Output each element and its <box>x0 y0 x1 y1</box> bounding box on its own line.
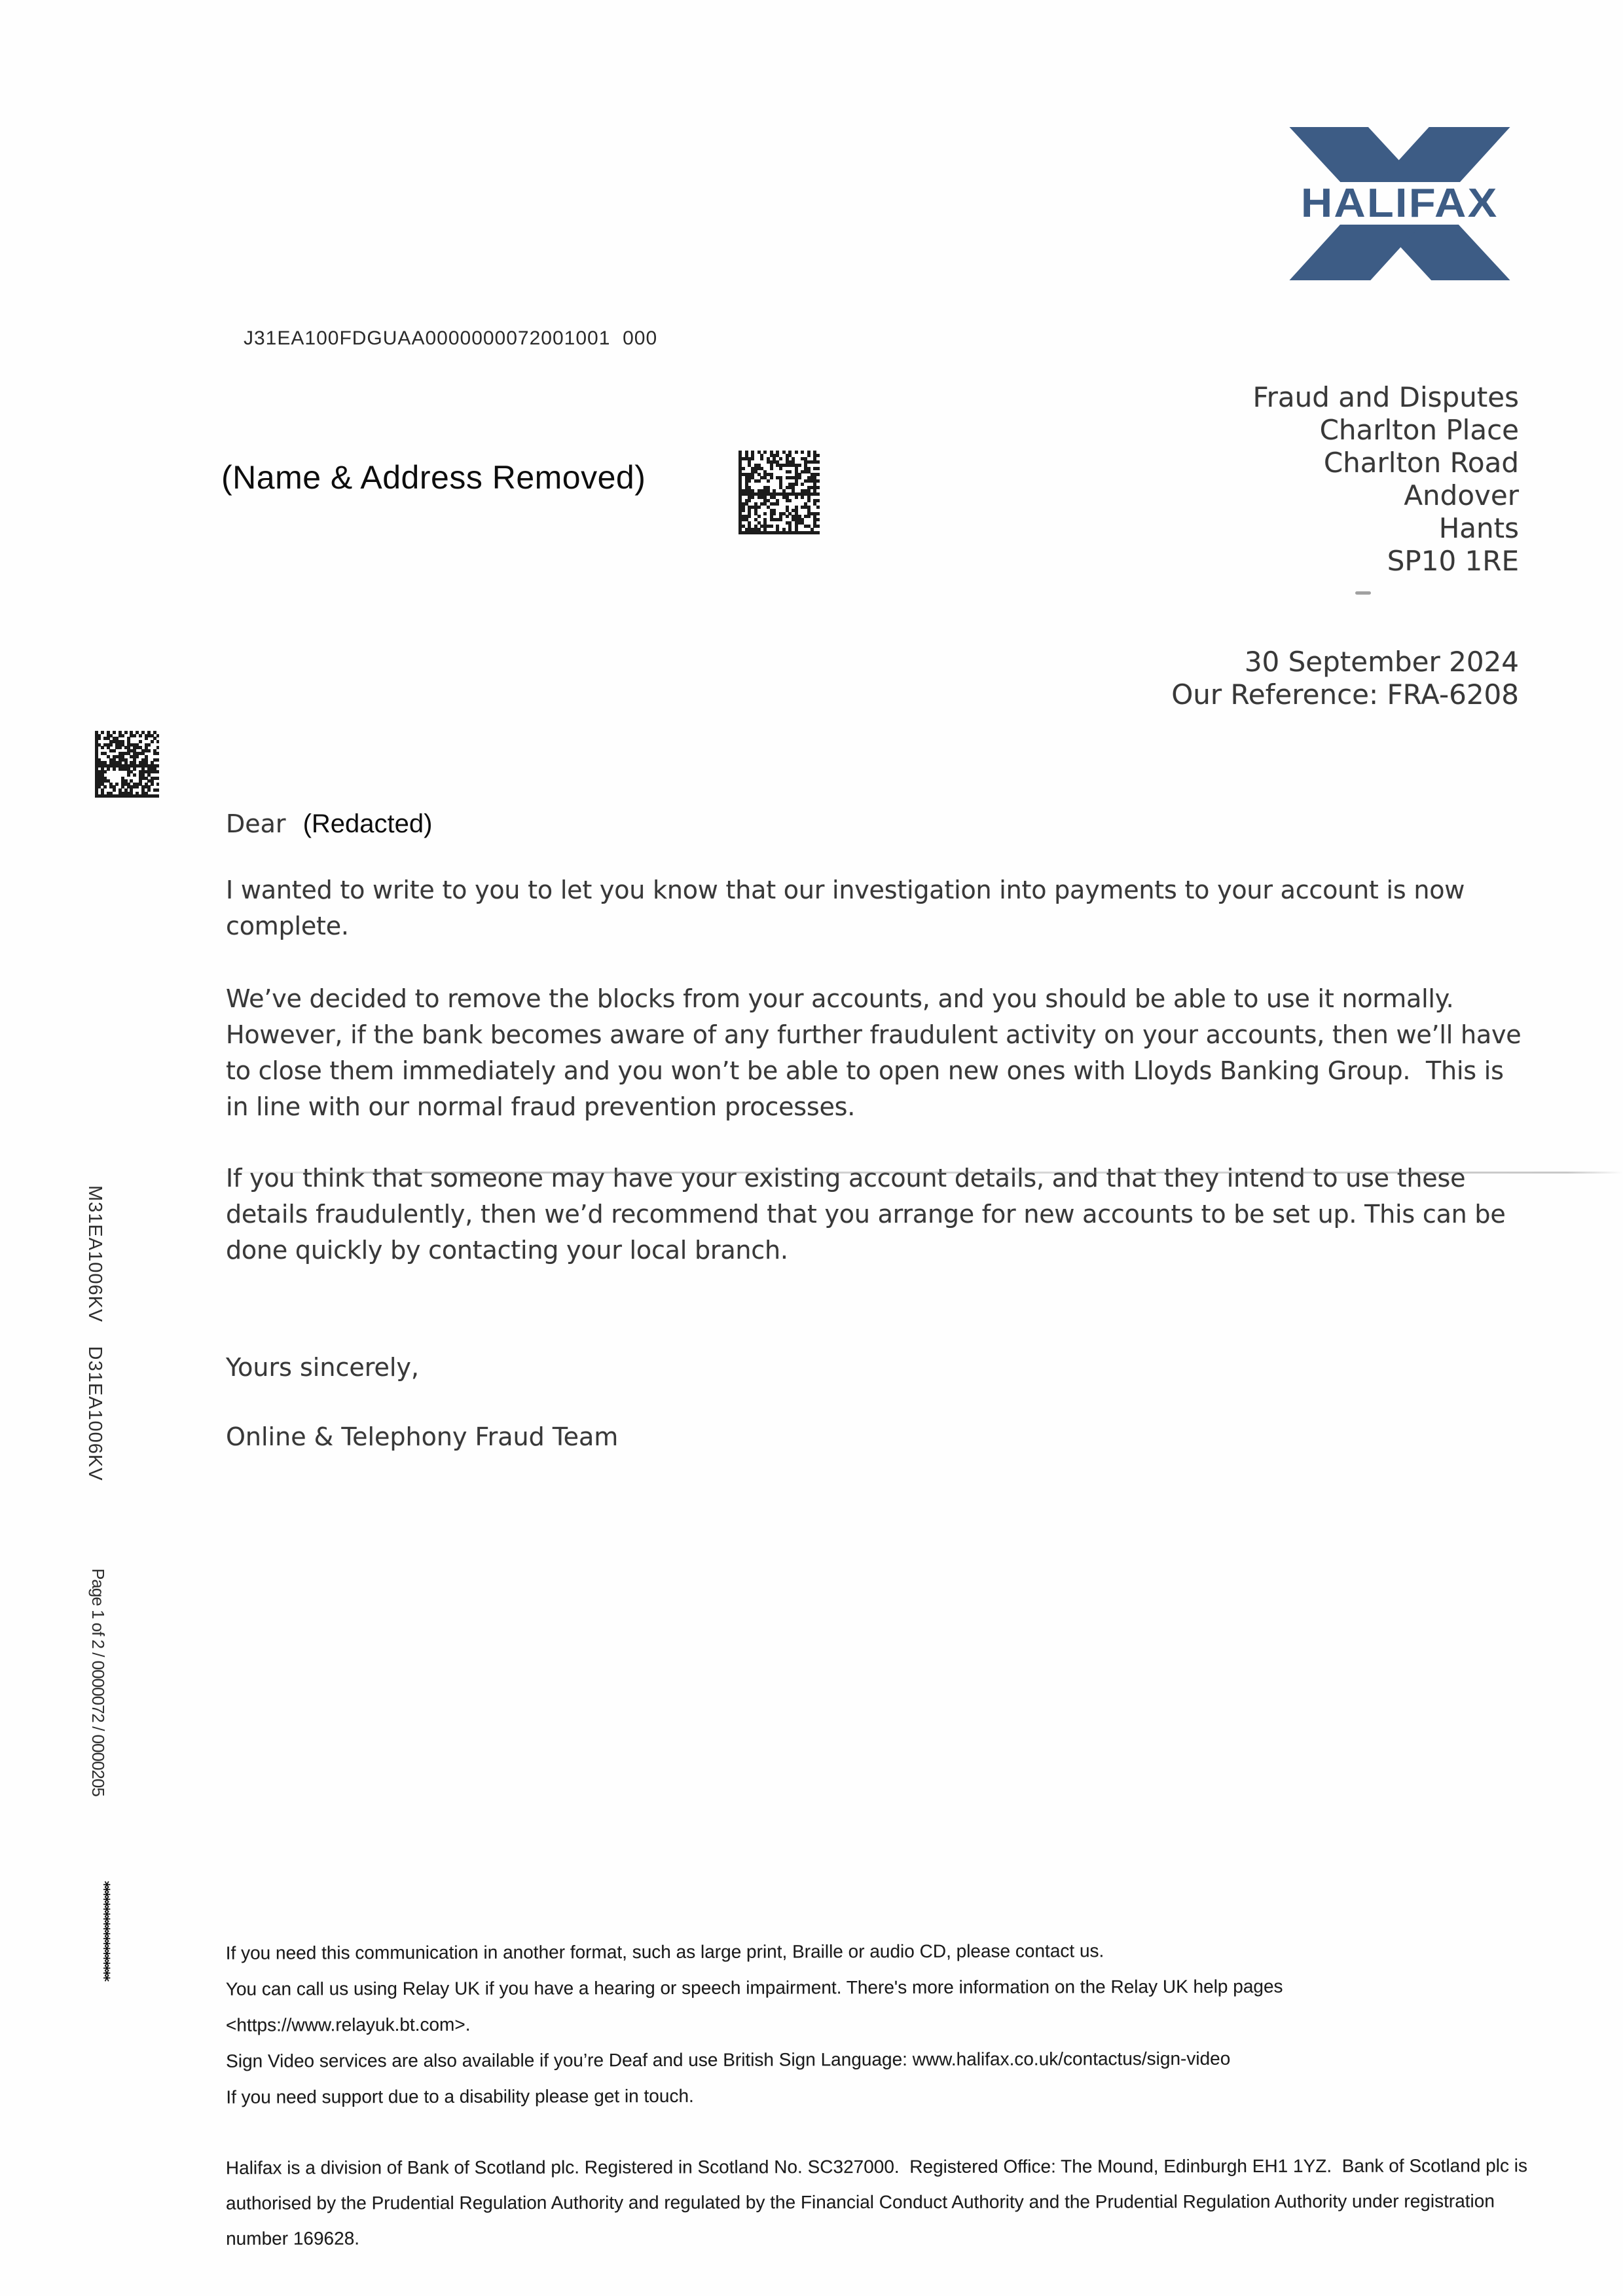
body-paragraph: We’ve decided to remove the blocks from your accounts, and you should be able to use it normally. However, if the bank becomes aware of any further fraudulent activity on your accounts, then we’ll have to close them immediately and you won’t be able to open new ones with Lloyds Banking Group. This is in line with our normal fraud prevention processes. <box>226 984 1529 1121</box>
accessibility-line: You can call us using Relay UK if you have a hearing or speech impairment. There's more information on the Relay UK help pages <box>225 1976 1283 1999</box>
sender-address-line: Fraud and Disputes <box>1252 381 1519 413</box>
sender-address-line: SP10 1RE <box>1387 545 1519 577</box>
margin-print-code: M31EA1006KV D31EA1006KV <box>84 1185 105 1481</box>
closing: Yours sincerely, <box>226 1353 420 1382</box>
halifax-logo-wordmark: HALIFAX <box>1301 180 1499 226</box>
body-paragraph: If you think that someone may have your existing account details, and that they intend to use these details fraudulently, then we’d recommend that you arrange for new accounts to be set up. This can be done quickly by contacting your local branch. <box>226 1164 1514 1265</box>
sender-address <box>1253 381 1519 578</box>
margin-page-code: Page 1 of 2 / 0000072 / 0000205 <box>88 1568 108 1796</box>
scan-artifact-line <box>216 1172 1623 1174</box>
accessibility-line: <https://www.relayuk.bt.com>. <box>225 2014 471 2035</box>
accessibility-line: Sign Video services are also available if you’re Deaf and use British Sign Language: www.halifax.co.uk/contactus/sign-video <box>226 2048 1231 2071</box>
greeting <box>226 809 432 839</box>
halifax-logo-band <box>1283 182 1516 224</box>
accessibility-footer <box>226 1931 1588 2115</box>
sender-address-line: Charlton Road <box>1323 447 1519 479</box>
data-matrix-barcode <box>95 731 159 798</box>
letter-date: 30 September 2024 <box>1244 646 1519 678</box>
accessibility-line: If you need this communication in another format, such as large print, Braille or audio CD, please contact us. <box>225 1940 1104 1963</box>
body-paragraph: I wanted to write to you to let you know that our investigation into payments to your account is now complete. <box>226 876 1473 940</box>
sender-address-line: Hants <box>1438 512 1519 544</box>
sender-address-line: Charlton Place <box>1319 414 1519 446</box>
machine-ref-code: J31EA100FDGUAA0000000072001001 000 <box>244 327 658 349</box>
legal-footer: Halifax is a division of Bank of Scotland plc. Registered in Scotland No. SC327000. Registered Office: The Mound, Edinburgh EH1 1YZ. Bank of Scotland plc is authorised by the Prudential Regulation Authority and regulated by the Financial Conduct Authority and the Prudential Regulation Authority under registration number 169628. <box>225 2155 1533 2249</box>
margin-star-column: ******************** <box>96 1881 112 1980</box>
halifax-logo <box>1287 127 1512 280</box>
scan-artifact-mark <box>1355 591 1371 595</box>
salutation: Dear <box>226 809 286 838</box>
our-reference: Our Reference: FRA-6208 <box>1171 678 1519 711</box>
data-matrix-barcode <box>739 451 820 534</box>
signature-team: Online & Telephony Fraud Team <box>226 1422 619 1451</box>
sender-address-line: Andover <box>1404 479 1519 511</box>
accessibility-line: If you need support due to a disability please get in touch. <box>226 2085 694 2107</box>
recipient-name-redaction: (Redacted) <box>302 809 433 838</box>
date-reference-block <box>1171 646 1519 711</box>
recipient-redaction: (Name & Address Removed) <box>221 459 646 496</box>
